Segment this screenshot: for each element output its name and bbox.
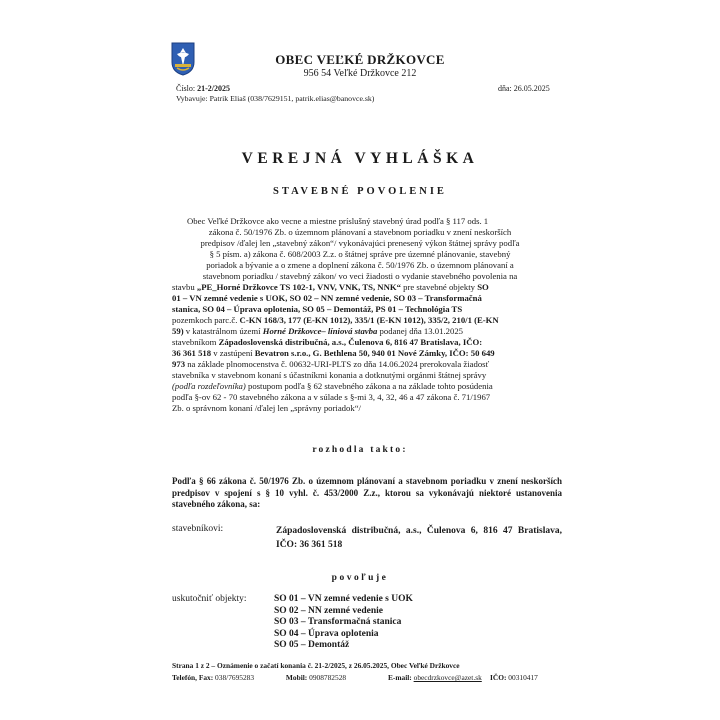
intro-text: v katastrálnom území — [183, 326, 263, 336]
intro-line: zákona č. 50/1976 Zb. o územnom plánovaní a stavebnom poriadku v znení neskorších — [208, 227, 512, 237]
intro-line — [172, 282, 489, 293]
intro-line — [172, 359, 489, 370]
builders-value: Západoslovenská distribučná, a.s., Čulenova 6, 816 47 Bratislava, IČO: 36 361 518 — [276, 526, 562, 550]
ico-label: IČO: — [490, 673, 507, 682]
document-subtitle: STAVEBNÉ POVOLENIE — [273, 186, 447, 197]
footer-company-id — [490, 673, 538, 682]
intro-line: § 5 písm. a) zákona č. 608/2003 Z.z. o štátnej správe pre územné plánovanie, stavebný — [209, 249, 511, 259]
reference-value: 21-2/2025 — [197, 84, 231, 93]
intro-line — [172, 326, 463, 337]
reference-label: Číslo: — [176, 84, 196, 93]
mobile-label: Mobil: — [285, 673, 308, 682]
intro-line: stavebníka v stavebnom konaní s účastníkmi konania a dotknutými orgánmi štátnej správy — [172, 370, 487, 380]
email-label: E-mail: — [387, 673, 412, 682]
list-item: SO 05 – Demontáž — [274, 640, 350, 651]
intro-line: poriadok a bývanie a o zmene a doplnení zákona č. 50/1976 Zb. o územnom plánovaní a — [206, 260, 514, 270]
ico-value: 00310417 — [508, 673, 538, 682]
email-link[interactable]: obecdrzkovce@azet.sk — [413, 673, 482, 682]
municipality-name: OBEC VEĽKÉ DRŽKOVCE — [275, 52, 445, 67]
intro-line — [172, 337, 482, 348]
intro-line: predpisov /ďalej len „stavebný zákon“/ vykonávajúci prenesený výkon štátnej správy podľa — [200, 238, 520, 248]
list-item: SO 02 – NN zemné vedenie — [274, 605, 383, 616]
intro-text: SO — [477, 282, 489, 292]
objects-label: uskutočniť objekty: — [172, 594, 247, 604]
intro-text: podanej dňa 13.01.2025 — [377, 326, 464, 336]
intro-line: 01 – VN zemné vedenie s UOK, SO 02 – NN zemné vedenie, SO 03 – Transformačná — [172, 293, 482, 303]
intro-text: (podľa rozdeľovníka) — [172, 381, 246, 391]
intro-text: stavbu — [172, 282, 197, 292]
phone-value: 038/7695283 — [213, 673, 255, 682]
intro-text: pre stavebné objekty — [400, 282, 478, 292]
intro-text: 973 — [172, 359, 186, 369]
builders-label: stavebníkovi: — [172, 524, 224, 534]
footer-page-info: Strana 1 z 2 – Oznámenie o začatí konania č. 21-2/2025, z 26.05.2025, Obec Veľké Držkovce — [172, 661, 460, 670]
list-item: SO 01 – VN zemné vedenie s UOK — [274, 594, 413, 604]
handled-by: Vybavuje: Patrik Eliaš (038/7629151, patrik.elias@banovce.sk) — [176, 94, 375, 103]
list-item: SO 04 – Úprava oplotenia — [274, 628, 379, 639]
intro-line: podľa §-ov 62 - 70 stavebného zákona a v súlade s §-mi 3, 4, 32, 46 a 47 zákona č. 71/1967 — [172, 392, 491, 402]
intro-text: na základe plnomocenstva č. 00632-URI-PLTS zo dňa 14.06.2024 prerokovala žiadosť — [185, 359, 490, 369]
intro-text: pozemkoch parc.č. — [172, 315, 240, 325]
decision-heading: rozhodla takto: — [312, 445, 408, 455]
intro-line: Zb. o správnom konaní /ďalej len „správny poriadok“/ — [172, 403, 361, 413]
project-name: „PE_Horné Držkovce TS 102-1, VNV, VNK, TS, NNK“ — [196, 282, 401, 292]
intro-line: Obec Veľké Držkovce ako vecne a miestne príslušný stavebný úrad podľa § 117 ods. 1 — [187, 216, 489, 226]
intro-text: 36 361 518 — [172, 348, 212, 358]
intro-line — [172, 381, 493, 392]
permits-heading: povoľuje — [331, 573, 389, 583]
mobile-value: 0908782528 — [307, 673, 347, 682]
intro-line — [172, 315, 499, 326]
document-title: VEREJNÁ VYHLÁŠKA — [241, 150, 479, 167]
builder-name: Západoslovenská distribučná, a.s., Čulenova 6, 816 47 Bratislava, IČO: — [218, 337, 483, 347]
intro-text: v zastúpení — [211, 348, 255, 358]
intro-line: stavebnom poriadku / stavebný zákon/ vo veci žiadosti o vydanie stavebného povolenia na — [202, 271, 518, 281]
representative-name: Bevatron s.r.o., G. Bethlena 50, 940 01 Nové Zámky, IČO: 50 649 — [254, 348, 495, 358]
municipality-address: 956 54 Veľké Držkovce 212 — [303, 68, 417, 79]
parcel-numbers: C-KN 168/3, 177 (E-KN 1012), 335/1 (E-KN 1012), 335/2, 210/1 (E-KN — [239, 315, 499, 325]
intro-line — [172, 348, 495, 359]
intro-line: stanica, SO 04 – Úprava oplotenia, SO 05 – Demontáž, PS 01 – Technológia TS — [172, 304, 463, 314]
reference-number — [176, 84, 230, 93]
decision-paragraph: Podľa § 66 zákona č. 50/1976 Zb. o územnom plánovaní a stavebnom poriadku v znení neskorších predpisov v spojení s § 10 vyhl. č. 453/2000 Z.z., ktorou sa vykonávajú niektoré ustanovenia stavebného zákona, sa: — [172, 476, 562, 510]
list-item: SO 03 – Transformačná stanica — [274, 617, 402, 628]
objects-list — [274, 594, 413, 652]
intro-text: stavebníkom — [172, 337, 219, 347]
cadastral-area: Horné Držkovce– líniová stavba — [262, 326, 378, 336]
intro-text: 59) — [172, 326, 184, 336]
intro-text: postupom podľa § 62 stavebného zákona a na základe tohto posúdenia — [245, 381, 493, 391]
document-date: dňa: 26.05.2025 — [498, 84, 550, 93]
phone-label: Telefón, Fax: — [172, 673, 214, 682]
